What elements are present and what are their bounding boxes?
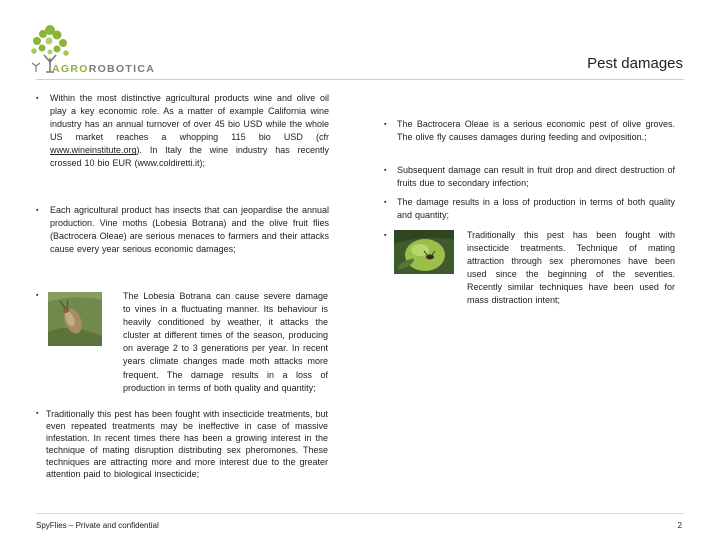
footer-divider: [36, 513, 684, 514]
olive-fly-photo: [394, 230, 454, 274]
bullet-marker: ▪: [36, 410, 39, 417]
right-bullet-3: The damage results in a loss of production in terms of both quality and quantity;: [397, 197, 675, 221]
left-bullet-1: [50, 92, 329, 171]
right-bullet-2: Subsequent damage can result in fruit drop and direct destruction of fruits due to secondary infection;: [397, 165, 675, 189]
bullet-marker: ▪: [36, 292, 39, 299]
footer-confidential: SpyFlies – Private and confidential: [36, 521, 159, 530]
left-bullet-2: Each agricultural product has insects that can jeopardise the annual production. Vine moths (Lobesia Botrana) and the olive fruit flies (Bactrocera Oleae) are serious menaces to farmers and their attacks cause every year serious economic damages;: [50, 205, 329, 255]
brand-name-part2: ROBOTICA: [88, 63, 156, 75]
left-bullet-1-text-a: Within the most distinctive agricultural products wine and olive oil play a key economic role. As a matter of example California wine industry has an annual turnover of over 45 bio USD while the whole US market reaches a whopping 115 bio USD (cfr: [50, 93, 329, 143]
left-bullet-4: Traditionally this pest has been fought with insecticide treatments, but even repeated treatments may be ineffective in case of massive infestation. In recent times there has been a growing interest in the technique of mating disruption distributing sex pheromones. These techniques are attracting more and more interest due to the greater attention paid to biological insecticide;: [46, 409, 328, 479]
header-divider: [36, 79, 684, 80]
bullet-marker: ▪: [384, 121, 387, 128]
right-bullet-1: The Bactrocera Oleae is a serious economic pest of olive groves. The olive fly causes damages during feeding and oviposition.;: [397, 119, 675, 143]
page-number: 2: [677, 521, 682, 530]
right-bullet-4: Traditionally this pest has been fought with insecticide treatments. Technique of mating attraction through sex pheromones have been used since the beginning of the seventies. Recently similar techniques have been used for mass distraction intent;: [467, 230, 675, 306]
bullet-marker: ▪: [36, 95, 39, 102]
bullet-marker: ▪: [36, 207, 39, 214]
brand-name: [52, 63, 155, 75]
page-title: Pest damages: [587, 55, 683, 72]
bullet-marker: ▪: [384, 167, 387, 174]
bullet-marker: ▪: [384, 232, 387, 239]
left-bullet-1-text-b: ). In Italy the wine industry has recently crossed 10 bio EUR (www.coldiretti.it);: [50, 145, 329, 169]
bullet-marker: ▪: [384, 199, 387, 206]
wineinstitute-link[interactable]: www.wineinstitute.org: [50, 145, 137, 156]
left-bullet-3: The Lobesia Botrana can cause severe damage to vines in a fluctuating manner. Its behaviour is heavily conditioned by weather, it attacks the cluster at different times of the season, producing on average 2 to 3 generations per year. In recent years climate changes made moth attacks more frequent. The damage results in a loss of production in terms of both quality and quantity;: [123, 291, 328, 393]
lobesia-moth-photo: [48, 292, 102, 346]
brand-name-part1: AGRO: [52, 63, 89, 75]
